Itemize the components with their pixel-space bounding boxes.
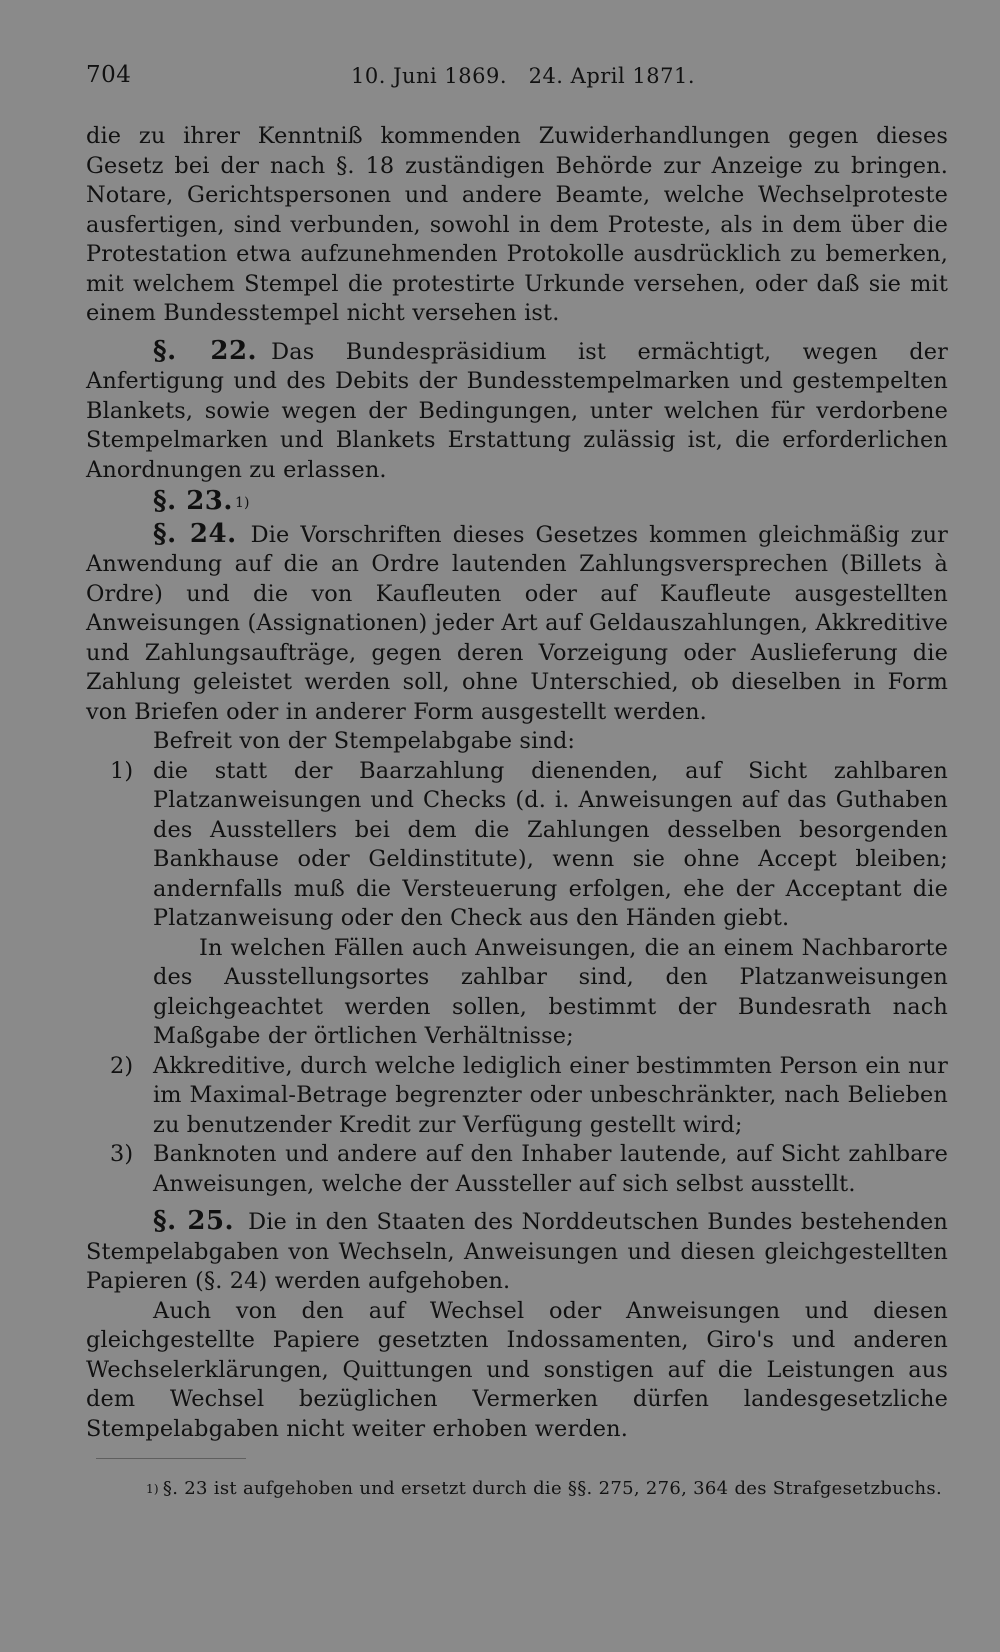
section-23-heading: §. 23. — [153, 486, 233, 516]
body-text — [86, 122, 948, 1502]
section-22-text: Das Bundespräsidium ist ermächtigt, wegen der Anfertigung und des Debits der Bundesstempelmarken und gestempelten Blankets, sowie wegen der Bedingungen, unter welchen für verdorbene Stempelmarken und Blankets Erstattung zulässig ist, die erforderlichen Anordnungen zu erlassen. — [86, 338, 949, 483]
list-number: 1) — [110, 757, 134, 784]
list-item-text: Banknoten und andere auf den Inhaber lautende, auf Sicht zahlbare Anweisungen, welche der Aussteller auf sich selbst ausstellt. — [153, 1141, 948, 1197]
section-22 — [86, 337, 948, 486]
list-item-subparagraph: In welchen Fällen auch Anweisungen, die an einem Nachbarorte des Ausstellungsortes zahlbar sind, den Platzanweisungen gleichgeachtet werden sollen, bestimmt der Bundesrath nach Maßgabe der örtlichen Verhältnisse; — [153, 934, 948, 1049]
list-number: 3) — [110, 1141, 134, 1167]
footnote-divider — [96, 1458, 246, 1459]
section-25-text: Die in den Staaten des Norddeutschen Bundes bestehenden Stempelabgaben von Wechseln, Anweisungen und diesen gleichgestellten Papieren (§. 24) werden aufgehoben. — [86, 1209, 948, 1294]
section-25-heading: §. 25. — [153, 1206, 235, 1236]
document-page — [86, 56, 948, 1502]
section-23 — [86, 487, 948, 518]
exemptions-intro: Befreit von der Stempelabgabe sind: — [153, 728, 576, 754]
list-item — [86, 757, 948, 934]
section-22-heading: §. 22. — [153, 335, 258, 366]
section-25-paragraph-2: Auch von den auf Wechsel oder Anweisungen und diesen gleichgestellte Papiere gesetzten Indossamenten, Giro's und anderen Wechselerklärungen, Quittungen und sonstigen auf die Leistungen aus dem Wechsel bezüglichen Vermerken dürfen landesgesetzliche Stempelabgaben nicht weiter erhoben werden. — [86, 1297, 948, 1442]
footnote-text: §. 23 ist aufgehoben und ersetzt durch die §§. 275, 276, 364 des Strafgesetzbuchs. — [162, 1478, 942, 1499]
list-item — [86, 1052, 948, 1141]
header-dates: 10. Juni 1869. 24. April 1871. — [351, 64, 696, 88]
list-item — [86, 1140, 948, 1199]
footnote-marker: 1) — [146, 1482, 159, 1496]
section-24-text: Die Vorschriften dieses Gesetzes kommen gleichmäßig zur Anwendung auf die an Ordre lautenden Zahlungsversprechen (Billets à Ordre) und die von Kaufleuten oder auf Kaufleute ausgestellten Anweisungen (Assignationen) jeder Art auf Geldauszahlungen, Akkreditive und Zahlungsaufträge, gegen deren Vorzeigung oder Auslieferung die Zahlung geleistet werden soll, ohne Unterschied, ob dieselben in Form von Briefen oder in anderer Form ausgestellt werden. — [86, 521, 949, 725]
footnote-reference: 1) — [234, 495, 250, 511]
section-25 — [86, 1207, 948, 1297]
section-24-heading: §. 24. — [153, 518, 237, 549]
section-24 — [86, 520, 948, 728]
list-number: 2) — [110, 1052, 134, 1079]
footnote — [86, 1475, 948, 1502]
list-item-text: die statt der Baarzahlung dienenden, auf Sicht zahlbaren Platzanweisungen und Checks (d. i. Anweisungen auf das Guthaben des Ausstellers bei dem die Zahlungen desselben besorgenden Bankhause oder Geldinstitute), wenn sie ohne Accept bleiben; andernfalls muß die Versteuerung erfolgen, ehe der Acceptant die Platzanweisung oder den Check aus den Händen giebt. — [153, 757, 948, 931]
page-header — [86, 56, 948, 90]
paragraph-intro: die zu ihrer Kenntniß kommenden Zuwiderhandlungen gegen dieses Gesetz bei der nach §. 18 zuständigen Behörde zur Anzeige zu bringen. Notare, Gerichtspersonen und andere Beamte, welche Wechselproteste ausfertigen, sind verbunden, sowohl in dem Proteste, als in dem über die Protestation etwa aufzunehmenden Protokolle ausdrücklich zu bemerken, mit welchem Stempel die protestirte Urkunde versehen, oder daß sie mit einem Bundesstempel nicht versehen ist. — [86, 123, 948, 326]
page-number: 704 — [86, 62, 132, 88]
list-item-text: Akkreditive, durch welche lediglich einer bestimmten Person ein nur im Maximal-Betrage begrenzter oder unbeschränkter, nach Belieben zu benutzender Kredit zur Verfügung gestellt wird; — [153, 1052, 948, 1138]
